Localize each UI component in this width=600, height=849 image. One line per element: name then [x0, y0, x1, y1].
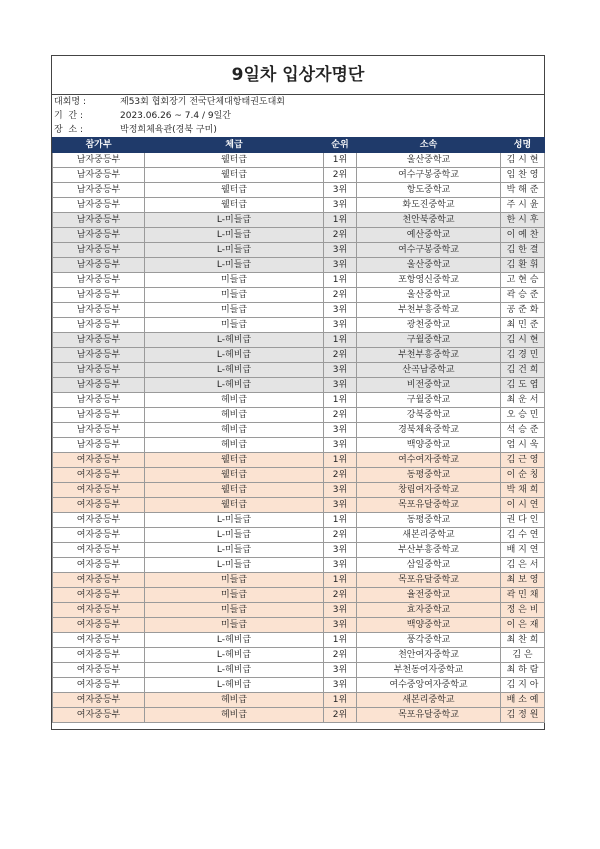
- table-row: [53, 288, 545, 303]
- table-row: [53, 693, 545, 708]
- cell-division: 남자중등부: [53, 153, 145, 168]
- cell-rank: 1위: [324, 573, 357, 588]
- cell-affiliation: 목포유달중학교: [357, 573, 501, 588]
- cell-rank: 3위: [324, 258, 357, 273]
- cell-name: 최 찬 희: [501, 633, 545, 648]
- cell-division: 여자중등부: [53, 543, 145, 558]
- cell-name: 김 환 휘: [501, 258, 545, 273]
- cell-division: 남자중등부: [53, 213, 145, 228]
- table-row: [53, 303, 545, 318]
- cell-name: 주 시 윤: [501, 198, 545, 213]
- cell-affiliation: 새본리중학교: [357, 528, 501, 543]
- cell-name: 이 시 연: [501, 498, 545, 513]
- table-row: [53, 183, 545, 198]
- cell-weight-class: L-헤비급: [145, 363, 324, 378]
- cell-division: 여자중등부: [53, 708, 145, 723]
- table-row: [53, 363, 545, 378]
- event-name-row: [54, 95, 544, 109]
- cell-rank: 1위: [324, 453, 357, 468]
- cell-division: 남자중등부: [53, 168, 145, 183]
- cell-affiliation: 천안북중학교: [357, 213, 501, 228]
- cell-division: 여자중등부: [53, 648, 145, 663]
- cell-weight-class: L-미들급: [145, 528, 324, 543]
- cell-rank: 1위: [324, 213, 357, 228]
- cell-rank: 1위: [324, 513, 357, 528]
- cell-weight-class: 웰터급: [145, 168, 324, 183]
- cell-rank: 3위: [324, 483, 357, 498]
- table-row: [53, 513, 545, 528]
- cell-affiliation: 목포유달중학교: [357, 708, 501, 723]
- cell-weight-class: L-미들급: [145, 558, 324, 573]
- cell-affiliation: 부천동여자중학교: [357, 663, 501, 678]
- event-venue-label: 장 소 :: [54, 125, 84, 135]
- table-row: [53, 663, 545, 678]
- cell-weight-class: 미들급: [145, 573, 324, 588]
- event-venue-value: 박정희체육관(경북 구미): [120, 125, 217, 135]
- cell-name: 석 승 준: [501, 423, 545, 438]
- cell-affiliation: 경북체육중학교: [357, 423, 501, 438]
- cell-weight-class: L-미들급: [145, 513, 324, 528]
- event-name-label: 대회명 :: [54, 97, 86, 107]
- cell-weight-class: L-미들급: [145, 243, 324, 258]
- cell-weight-class: 미들급: [145, 288, 324, 303]
- cell-weight-class: L-헤비급: [145, 663, 324, 678]
- cell-name: 김 지 아: [501, 678, 545, 693]
- table-row: [53, 153, 545, 168]
- cell-rank: 2위: [324, 648, 357, 663]
- cell-name: 김 근 영: [501, 453, 545, 468]
- cell-division: 여자중등부: [53, 663, 145, 678]
- table-row: [53, 333, 545, 348]
- cell-rank: 1위: [324, 693, 357, 708]
- cell-rank: 3위: [324, 498, 357, 513]
- cell-weight-class: 웰터급: [145, 198, 324, 213]
- cell-affiliation: 여수여자중학교: [357, 453, 501, 468]
- cell-division: 남자중등부: [53, 393, 145, 408]
- cell-division: 남자중등부: [53, 423, 145, 438]
- table-row: [53, 378, 545, 393]
- cell-weight-class: 헤비급: [145, 438, 324, 453]
- cell-division: 남자중등부: [53, 288, 145, 303]
- cell-rank: 3위: [324, 423, 357, 438]
- cell-division: 남자중등부: [53, 378, 145, 393]
- cell-affiliation: 효자중학교: [357, 603, 501, 618]
- cell-name: 김 정 원: [501, 708, 545, 723]
- cell-weight-class: 웰터급: [145, 183, 324, 198]
- cell-rank: 3위: [324, 318, 357, 333]
- winners-table: [52, 137, 545, 723]
- cell-weight-class: L-미들급: [145, 213, 324, 228]
- cell-name: 한 시 후: [501, 213, 545, 228]
- cell-rank: 1위: [324, 333, 357, 348]
- cell-affiliation: 예산중학교: [357, 228, 501, 243]
- cell-name: 이 예 찬: [501, 228, 545, 243]
- cell-name: 정 은 비: [501, 603, 545, 618]
- cell-rank: 3위: [324, 618, 357, 633]
- table-row: [53, 543, 545, 558]
- cell-affiliation: 부천부흥중학교: [357, 348, 501, 363]
- cell-rank: 3위: [324, 183, 357, 198]
- cell-affiliation: 화도진중학교: [357, 198, 501, 213]
- cell-rank: 3위: [324, 243, 357, 258]
- table-row: [53, 483, 545, 498]
- cell-division: 여자중등부: [53, 603, 145, 618]
- cell-name: 최 보 영: [501, 573, 545, 588]
- table-row: [53, 573, 545, 588]
- cell-affiliation: 비전중학교: [357, 378, 501, 393]
- cell-rank: 1위: [324, 153, 357, 168]
- cell-weight-class: L-헤비급: [145, 333, 324, 348]
- cell-affiliation: 강북중학교: [357, 408, 501, 423]
- cell-name: 김 경 민: [501, 348, 545, 363]
- cell-name: 임 찬 영: [501, 168, 545, 183]
- cell-division: 남자중등부: [53, 183, 145, 198]
- cell-affiliation: 새본리중학교: [357, 693, 501, 708]
- cell-rank: 3위: [324, 543, 357, 558]
- cell-affiliation: 율전중학교: [357, 588, 501, 603]
- cell-name: 이 은 재: [501, 618, 545, 633]
- cell-affiliation: 광천중학교: [357, 318, 501, 333]
- cell-rank: 3위: [324, 603, 357, 618]
- cell-rank: 3위: [324, 363, 357, 378]
- cell-weight-class: 헤비급: [145, 408, 324, 423]
- cell-affiliation: 울산중학교: [357, 153, 501, 168]
- table-row: [53, 258, 545, 273]
- cell-division: 남자중등부: [53, 228, 145, 243]
- cell-weight-class: L-헤비급: [145, 648, 324, 663]
- cell-weight-class: L-미들급: [145, 543, 324, 558]
- cell-division: 남자중등부: [53, 318, 145, 333]
- table-row: [53, 168, 545, 183]
- cell-weight-class: 미들급: [145, 588, 324, 603]
- cell-rank: 2위: [324, 228, 357, 243]
- cell-name: 배 소 예: [501, 693, 545, 708]
- cell-rank: 3위: [324, 663, 357, 678]
- table-row: [53, 708, 545, 723]
- cell-weight-class: 웰터급: [145, 483, 324, 498]
- cell-name: 곽 민 채: [501, 588, 545, 603]
- cell-weight-class: 웰터급: [145, 453, 324, 468]
- cell-affiliation: 부산부흥중학교: [357, 543, 501, 558]
- cell-division: 여자중등부: [53, 588, 145, 603]
- cell-name: 최 민 준: [501, 318, 545, 333]
- cell-rank: 2위: [324, 588, 357, 603]
- cell-weight-class: L-헤비급: [145, 378, 324, 393]
- cell-affiliation: 삼일중학교: [357, 558, 501, 573]
- cell-division: 여자중등부: [53, 693, 145, 708]
- cell-division: 남자중등부: [53, 243, 145, 258]
- cell-division: 여자중등부: [53, 618, 145, 633]
- table-row: [53, 498, 545, 513]
- cell-rank: 2위: [324, 408, 357, 423]
- cell-name: 김 은 서: [501, 558, 545, 573]
- cell-division: 남자중등부: [53, 408, 145, 423]
- cell-weight-class: L-헤비급: [145, 633, 324, 648]
- event-period-label: 기 간 :: [54, 111, 84, 121]
- table-row: [53, 528, 545, 543]
- cell-division: 여자중등부: [53, 513, 145, 528]
- table-row: [53, 213, 545, 228]
- cell-rank: 1위: [324, 393, 357, 408]
- table-row: [53, 228, 545, 243]
- cell-name: 이 순 칭: [501, 468, 545, 483]
- cell-affiliation: 구월중학교: [357, 333, 501, 348]
- table-row: [53, 618, 545, 633]
- cell-division: 남자중등부: [53, 303, 145, 318]
- table-body: [53, 153, 545, 723]
- cell-division: 여자중등부: [53, 453, 145, 468]
- event-info: [52, 95, 544, 137]
- cell-rank: 1위: [324, 633, 357, 648]
- cell-weight-class: 미들급: [145, 303, 324, 318]
- cell-name: 김 도 엽: [501, 378, 545, 393]
- cell-rank: 3위: [324, 558, 357, 573]
- cell-weight-class: L-헤비급: [145, 678, 324, 693]
- cell-name: 김 한 결: [501, 243, 545, 258]
- table-row: [53, 588, 545, 603]
- cell-name: 공 준 화: [501, 303, 545, 318]
- cell-weight-class: 헤비급: [145, 393, 324, 408]
- cell-rank: 1위: [324, 273, 357, 288]
- event-name-value: 제53회 협회장기 전국단체대항태권도대회: [120, 97, 285, 107]
- cell-division: 남자중등부: [53, 438, 145, 453]
- cell-affiliation: 포항영신중학교: [357, 273, 501, 288]
- cell-division: 남자중등부: [53, 333, 145, 348]
- table-row: [53, 198, 545, 213]
- cell-rank: 2위: [324, 708, 357, 723]
- table-row: [53, 678, 545, 693]
- table-row: [53, 408, 545, 423]
- table-row: [53, 348, 545, 363]
- cell-rank: 3위: [324, 378, 357, 393]
- cell-weight-class: 미들급: [145, 618, 324, 633]
- header-division: 참가부: [53, 138, 145, 153]
- cell-weight-class: 미들급: [145, 603, 324, 618]
- table-row: [53, 468, 545, 483]
- cell-affiliation: 항도중학교: [357, 183, 501, 198]
- result-sheet: [51, 55, 545, 730]
- cell-affiliation: 목포유달중학교: [357, 498, 501, 513]
- cell-name: 고 현 승: [501, 273, 545, 288]
- cell-weight-class: 헤비급: [145, 423, 324, 438]
- cell-affiliation: 부천부흥중학교: [357, 303, 501, 318]
- cell-name: 최 하 람: [501, 663, 545, 678]
- cell-affiliation: 백양중학교: [357, 438, 501, 453]
- cell-affiliation: 울산중학교: [357, 258, 501, 273]
- event-period-row: [54, 109, 544, 123]
- cell-weight-class: L-헤비급: [145, 348, 324, 363]
- page-title: 9일차 입상자명단: [52, 56, 544, 95]
- cell-name: 오 승 민: [501, 408, 545, 423]
- cell-affiliation: 산곡남중학교: [357, 363, 501, 378]
- cell-affiliation: 여수중앙여자중학교: [357, 678, 501, 693]
- cell-name: 곽 승 준: [501, 288, 545, 303]
- cell-affiliation: 천안여자중학교: [357, 648, 501, 663]
- cell-division: 남자중등부: [53, 348, 145, 363]
- table-row: [53, 243, 545, 258]
- cell-weight-class: L-미들급: [145, 258, 324, 273]
- cell-weight-class: 헤비급: [145, 693, 324, 708]
- table-row: [53, 393, 545, 408]
- cell-affiliation: 여수구봉중학교: [357, 168, 501, 183]
- cell-division: 남자중등부: [53, 258, 145, 273]
- cell-name: 김 건 희: [501, 363, 545, 378]
- cell-affiliation: 창림여자중학교: [357, 483, 501, 498]
- cell-weight-class: 웰터급: [145, 153, 324, 168]
- cell-rank: 3위: [324, 438, 357, 453]
- cell-rank: 2위: [324, 528, 357, 543]
- cell-rank: 2위: [324, 468, 357, 483]
- header-weight-class: 체급: [145, 138, 324, 153]
- table-row: [53, 273, 545, 288]
- cell-rank: 2위: [324, 288, 357, 303]
- cell-affiliation: 동평중학교: [357, 468, 501, 483]
- table-row: [53, 318, 545, 333]
- cell-affiliation: 여수구봉중학교: [357, 243, 501, 258]
- table-header-row: [53, 138, 545, 153]
- header-rank: 순위: [324, 138, 357, 153]
- cell-name: 배 지 연: [501, 543, 545, 558]
- cell-rank: 3위: [324, 303, 357, 318]
- cell-weight-class: 웰터급: [145, 468, 324, 483]
- cell-name: 김 시 현: [501, 333, 545, 348]
- table-row: [53, 438, 545, 453]
- cell-division: 여자중등부: [53, 573, 145, 588]
- table-row: [53, 453, 545, 468]
- cell-rank: 3위: [324, 678, 357, 693]
- cell-division: 남자중등부: [53, 198, 145, 213]
- cell-affiliation: 동평중학교: [357, 513, 501, 528]
- cell-weight-class: L-미들급: [145, 228, 324, 243]
- cell-weight-class: 미들급: [145, 318, 324, 333]
- cell-division: 여자중등부: [53, 468, 145, 483]
- event-period-value: 2023.06.26 ~ 7.4 / 9일간: [120, 111, 231, 121]
- cell-weight-class: 웰터급: [145, 498, 324, 513]
- cell-division: 여자중등부: [53, 558, 145, 573]
- cell-affiliation: 구월중학교: [357, 393, 501, 408]
- cell-weight-class: 헤비급: [145, 708, 324, 723]
- header-affiliation: 소속: [357, 138, 501, 153]
- event-venue-row: [54, 123, 544, 137]
- cell-division: 여자중등부: [53, 633, 145, 648]
- cell-rank: 2위: [324, 168, 357, 183]
- table-row: [53, 648, 545, 663]
- cell-division: 여자중등부: [53, 483, 145, 498]
- table-row: [53, 558, 545, 573]
- cell-affiliation: 풍각중학교: [357, 633, 501, 648]
- cell-affiliation: 백양중학교: [357, 618, 501, 633]
- table-row: [53, 423, 545, 438]
- cell-division: 여자중등부: [53, 528, 145, 543]
- cell-name: 김 은: [501, 648, 545, 663]
- cell-rank: 3위: [324, 198, 357, 213]
- cell-name: 김 수 연: [501, 528, 545, 543]
- cell-affiliation: 울산중학교: [357, 288, 501, 303]
- table-row: [53, 603, 545, 618]
- cell-division: 남자중등부: [53, 273, 145, 288]
- table-row: [53, 633, 545, 648]
- cell-division: 여자중등부: [53, 678, 145, 693]
- cell-rank: 2위: [324, 348, 357, 363]
- cell-name: 박 채 희: [501, 483, 545, 498]
- cell-name: 김 시 현: [501, 153, 545, 168]
- header-name: 성명: [501, 138, 545, 153]
- cell-division: 남자중등부: [53, 363, 145, 378]
- cell-name: 최 운 서: [501, 393, 545, 408]
- cell-name: 박 해 준: [501, 183, 545, 198]
- cell-weight-class: 미들급: [145, 273, 324, 288]
- cell-name: 권 다 인: [501, 513, 545, 528]
- cell-name: 엄 시 욱: [501, 438, 545, 453]
- cell-division: 여자중등부: [53, 498, 145, 513]
